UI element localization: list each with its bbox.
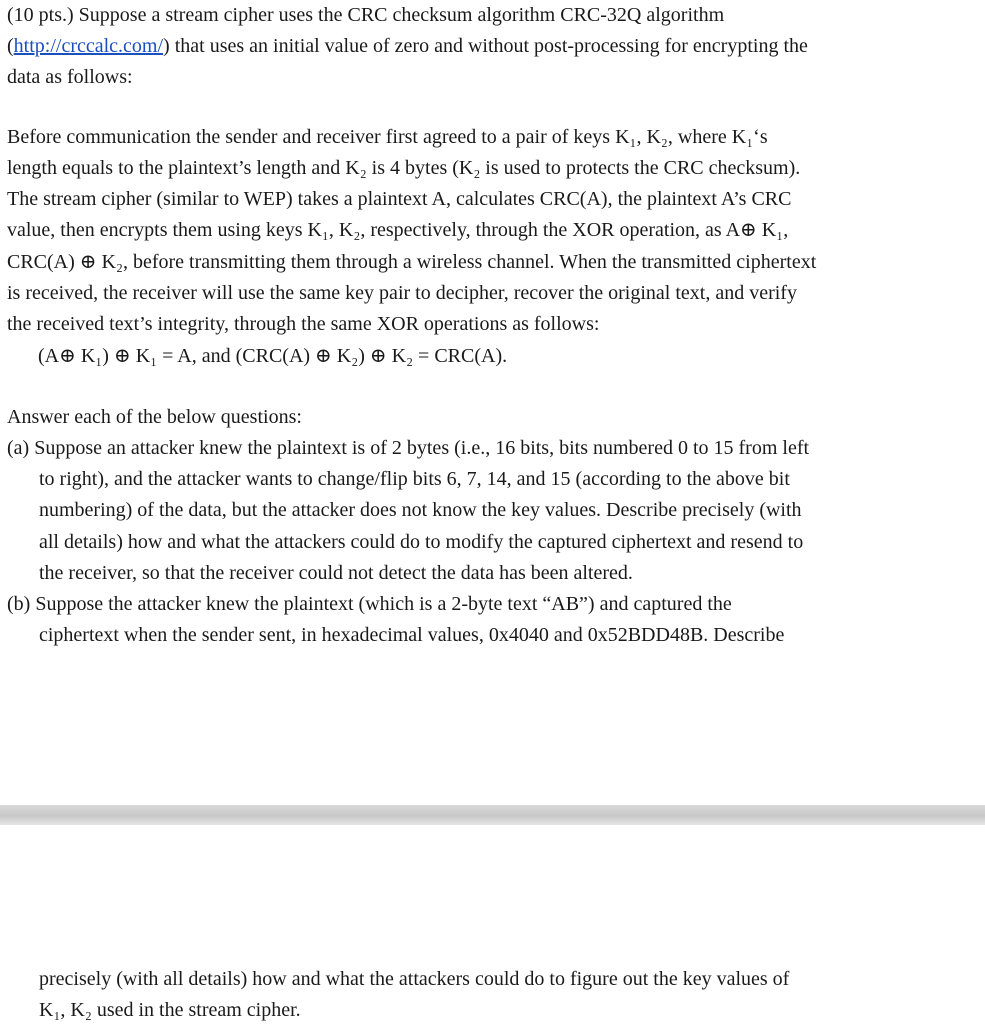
intro-line-1: (10 pts.) Suppose a stream cipher uses the CRC checksum algorithm CRC-32Q algorithm (7, 4, 725, 26)
para-line-7: the received text’s integrity, through the same XOR operations as follows: (7, 313, 600, 335)
equation: (A⊕ K₁) ⊕ K₁ = A, and (CRC(A) ⊕ K₂) ⊕ K₂ = CRC(A). (38, 345, 508, 367)
intro-line-2 (7, 34, 808, 58)
intro-line-3: data as follows: (7, 66, 133, 88)
intro-line-2-rest: ) that uses an initial value of zero and without post-processing for encrypting the (163, 35, 808, 57)
para-line-3: The stream cipher (similar to WEP) takes a plaintext A, calculates CRC(A), the plaintext A’s CRC (7, 188, 792, 210)
crccalc-link[interactable]: http://crccalc.com/ (13, 35, 164, 57)
question-a-line-4: all details) how and what the attackers could do to modify the captured ciphertext and resend to (39, 531, 804, 553)
question-a-line-1 (7, 436, 809, 460)
page-separator (0, 805, 985, 825)
para-line-4: value, then encrypts them using keys K₁, K₂, respectively, through the XOR operation, as A⊕ K₁, (7, 219, 789, 241)
para-line-6: is received, the receiver will use the same key pair to decipher, recover the original text, and verify (7, 282, 797, 304)
paren-open: ( (7, 35, 14, 57)
question-a-line-3: numbering) of the data, but the attacker does not know the key values. Describe precisely (with (39, 499, 802, 521)
para-line-5: CRC(A) ⊕ K₂, before transmitting them through a wireless channel. When the transmitted ciphertext (7, 251, 817, 273)
question-b-line-1 (7, 592, 732, 616)
question-a-label: (a) (7, 437, 30, 459)
question-b-line-2: ciphertext when the sender sent, in hexadecimal values, 0x4040 and 0x52BDD48B. Describe (39, 624, 785, 646)
question-b-line-3: precisely (with all details) how and what the attackers could do to figure out the key values of (39, 968, 790, 990)
document-page-2 (0, 825, 985, 1024)
question-b-label: (b) (7, 593, 31, 615)
para-line-2: length equals to the plaintext’s length and K₂ is 4 bytes (K₂ is used to protects the CRC checksum). (7, 157, 801, 179)
para-line-1: Before communication the sender and receiver first agreed to a pair of keys K₁, K₂, where K₁‘s (7, 126, 768, 148)
question-b-text-1: Suppose the attacker knew the plaintext (which is a 2-byte text “AB”) and captured the (35, 593, 732, 615)
answer-intro: Answer each of the below questions: (7, 406, 302, 428)
question-b-line-4: K₁, K₂ used in the stream cipher. (39, 999, 301, 1021)
question-a-line-2: to right), and the attacker wants to change/flip bits 6, 7, 14, and 15 (according to the above bit (39, 468, 790, 490)
question-a-text-1: Suppose an attacker knew the plaintext is of 2 bytes (i.e., 16 bits, bits numbered 0 to 15 from left (34, 437, 810, 459)
question-a-line-5: the receiver, so that the receiver could not detect the data has been altered. (39, 562, 633, 584)
